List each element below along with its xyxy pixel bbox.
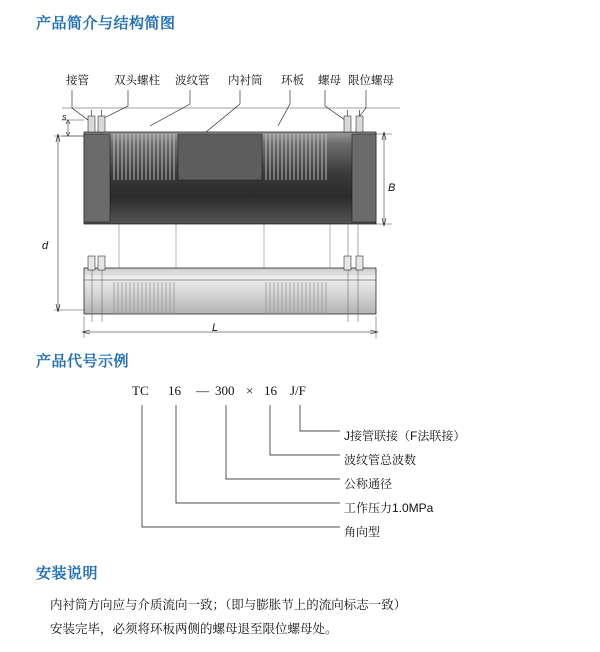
code-token-diameter: 300 xyxy=(215,383,235,398)
install-notes xyxy=(50,596,570,644)
structure-diagram xyxy=(0,60,600,340)
dimension-label-B: B xyxy=(388,182,396,194)
code-token-pressure: 16 xyxy=(168,383,181,398)
section-title-structure: 产品简介与结构简图 xyxy=(36,15,176,32)
product-code-example xyxy=(0,375,600,545)
dimension-label-s: s xyxy=(62,112,67,122)
section-title-install: 安装说明 xyxy=(36,565,99,582)
callout-label-liner: 内衬筒 xyxy=(228,75,263,87)
callout-label-group xyxy=(0,72,600,94)
code-desc-nominal-diameter: 公称通径 xyxy=(344,477,393,491)
install-note-line-1: 内衬筒方向应与介质流向一致；（即与膨胀节上的流向标志一致） xyxy=(50,598,407,612)
code-token-series: TC xyxy=(132,383,149,398)
callout-label-limit-nut: 限位螺母 xyxy=(348,75,394,87)
code-desc-working-pressure: 工作压力1.0MPa xyxy=(344,501,434,515)
callout-label-bellows: 波纹管 xyxy=(175,75,210,87)
code-token-connection: J/F xyxy=(290,383,306,398)
callout-label-ring-plate: 环板 xyxy=(281,75,304,87)
callout-label-nozzle: 接管 xyxy=(66,75,89,87)
dimension-label-L: L xyxy=(212,322,219,334)
expansion-joint-drawing xyxy=(0,60,600,340)
install-note-line-2: 安装完毕，必须将环板两侧的螺母退至限位螺母处。 xyxy=(50,622,338,636)
callout-label-double-end-stud: 双头螺柱 xyxy=(114,75,160,87)
code-token-wave-count: 16 xyxy=(264,383,277,398)
code-desc-connection: J接管联接（F法联接） xyxy=(344,429,466,443)
dimension-label-d: d xyxy=(42,240,49,252)
code-desc-angular-type: 角向型 xyxy=(344,525,381,539)
code-token-multiply: × xyxy=(246,383,254,398)
code-token-dash: — xyxy=(196,383,209,398)
code-desc-wave-count: 波纹管总波数 xyxy=(344,453,417,467)
callout-label-nut: 螺母 xyxy=(318,75,341,87)
code-token-row xyxy=(0,383,600,403)
section-title-code-example: 产品代号示例 xyxy=(36,353,130,370)
